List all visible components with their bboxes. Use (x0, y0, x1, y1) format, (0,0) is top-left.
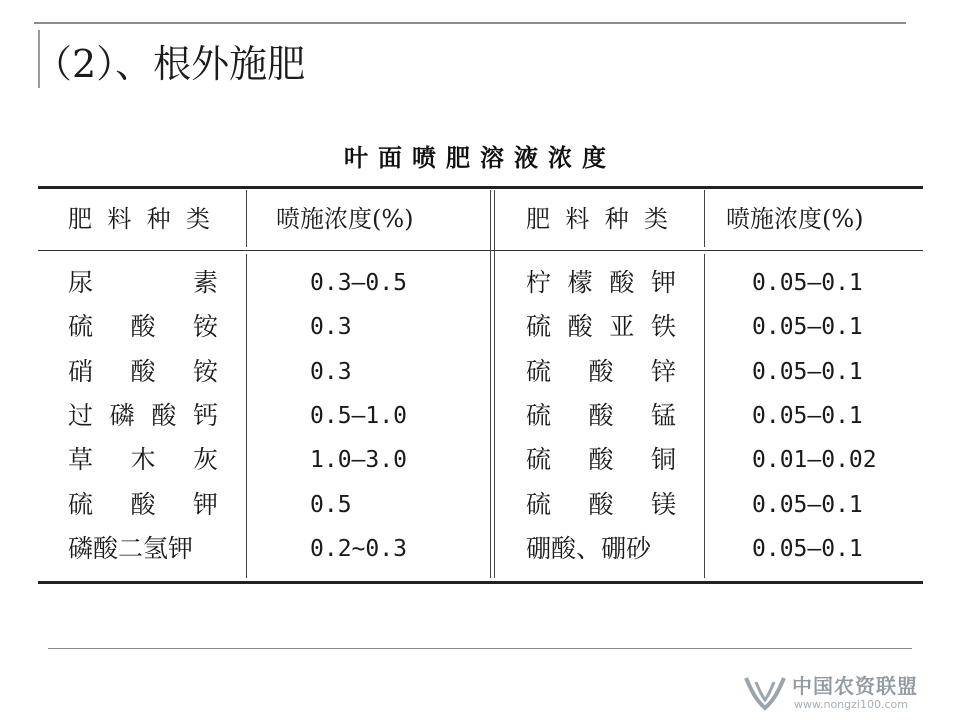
watermark-url: www.nongzi100.com (794, 698, 908, 711)
concentration-left: 0.5—1.0 (310, 403, 407, 429)
header-fertilizer-type-right: 肥料种类 (526, 205, 676, 233)
table-top-rule (38, 186, 923, 189)
center-double-divider (494, 190, 495, 578)
top-divider (34, 22, 906, 24)
fertilizer-name-left: 硫酸钾 (68, 490, 218, 519)
concentration-right: 0.05—0.1 (752, 359, 863, 385)
column-divider (246, 254, 247, 578)
concentration-right: 0.05—0.1 (752, 270, 863, 296)
column-divider (704, 254, 705, 578)
fertilizer-name-left: 尿素 (68, 268, 218, 297)
concentration-right: 0.01—0.02 (752, 447, 877, 473)
concentration-left: 1.0—3.0 (310, 447, 407, 473)
concentration-left: 0.2~0.3 (310, 536, 407, 562)
fertilizer-name-left: 磷酸二氢钾 (68, 534, 194, 563)
column-divider (246, 190, 247, 247)
table-header-rule (38, 250, 923, 251)
fertilizer-name-left: 过磷酸钙 (68, 401, 218, 430)
fertilizer-name-right: 硫酸铜 (526, 445, 676, 474)
fertilizer-name-left: 硝酸铵 (68, 357, 218, 386)
concentration-right: 0.05—0.1 (752, 536, 863, 562)
fertilizer-name-right: 硫酸亚铁 (526, 312, 676, 341)
fertilizer-name-right: 柠檬酸钾 (526, 268, 676, 297)
concentration-left: 0.5 (310, 492, 352, 518)
concentration-left: 0.3 (310, 314, 352, 340)
fertilizer-name-right: 硫酸锌 (526, 357, 676, 386)
fertilizer-name-right: 硼酸、硼砂 (526, 534, 652, 563)
alliance-logo-icon (742, 672, 788, 712)
table-bottom-rule (38, 581, 923, 584)
center-double-divider (490, 190, 491, 578)
concentration-right: 0.05—0.1 (752, 403, 863, 429)
table-caption: 叶面喷肥溶液浓度 (344, 143, 616, 172)
watermark (742, 668, 952, 716)
fertilizer-name-left: 硫酸铵 (68, 312, 218, 341)
fertilizer-name-right: 硫酸锰 (526, 401, 676, 430)
header-spray-concentration-right: 喷施浓度(%) (726, 205, 864, 233)
header-spray-concentration-left: 喷施浓度(%) (276, 205, 414, 233)
bottom-divider (48, 648, 912, 649)
concentration-left: 0.3—0.5 (310, 270, 407, 296)
concentration-right: 0.05—0.1 (752, 492, 863, 518)
slide-title: （2）、根外施肥 (34, 42, 306, 86)
watermark-name: 中国农资联盟 (792, 674, 918, 698)
fertilizer-name-right: 硫酸镁 (526, 490, 676, 519)
column-divider (704, 190, 705, 247)
fertilizer-name-left: 草木灰 (68, 445, 218, 474)
concentration-left: 0.3 (310, 359, 352, 385)
concentration-right: 0.05—0.1 (752, 314, 863, 340)
header-fertilizer-type-left: 肥料种类 (68, 205, 218, 233)
